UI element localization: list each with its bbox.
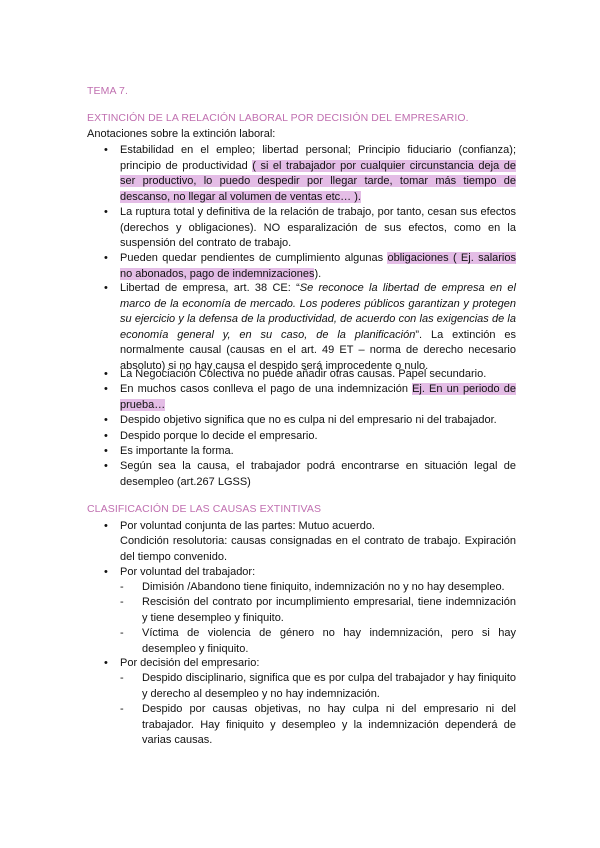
bullet-text: Despido objetivo significa que no es culpa ni del empresario ni del trabajador. — [120, 414, 497, 426]
bullet-text: Estabilidad en el empleo; libertad personal; Principio fiduciario (confianza); principio de productividad — [120, 144, 516, 172]
dash-marker: - — [120, 672, 124, 684]
bullet-text: Libertad de empresa, art. 38 CE: “ — [120, 282, 300, 294]
bullet-text: La Negociación Colectiva no puede añadir otras causas. Papel secundario. — [120, 368, 487, 380]
list-item — [104, 143, 516, 205]
bullet-text: Por voluntad conjunta de las partes: Mutuo acuerdo. — [120, 520, 375, 532]
bullet-text: Por voluntad del trabajador: — [120, 566, 256, 578]
list-item — [104, 459, 516, 490]
bullet-marker: • — [104, 657, 108, 669]
list-item — [104, 205, 516, 252]
constitution-quote: Se reconoce la libertad de empresa en el marco de la economía de mercado. Los poderes públicos garantizan y protegen su ejercicio y la defensa de la productividad, de acuerdo con las exigencias de la economía general y, en su caso, de la planificación — [120, 282, 516, 341]
sub-item-text: Despido por causas objetivas, no hay culpa ni del empresario ni del trabajador. Hay finiquito y desempleo y la indemnización dependerá de varias causas. — [142, 703, 516, 746]
bullet-marker: • — [104, 414, 108, 426]
bullet-marker: • — [104, 383, 108, 395]
list-item — [104, 444, 516, 460]
sub-item-text: Rescisión del contrato por incumplimiento empresarial, tiene indemnización y tiene desempleo y finiquito. — [142, 596, 516, 624]
sub-list-item — [120, 626, 516, 657]
dash-marker: - — [120, 596, 124, 608]
list-item — [104, 281, 516, 374]
list-item — [104, 382, 516, 413]
tema-heading: TEMA 7. — [87, 85, 128, 97]
bullet-text: En muchos casos conlleva el pago de una indemnización — [120, 383, 413, 395]
sub-item-text: Despido disciplinario, significa que es por culpa del trabajador y hay finiquito y derecho al desempleo y no hay indemnización. — [142, 672, 516, 700]
bullet-text: La ruptura total y definitiva de la relación de trabajo, por tanto, cesan sus efectos (derechos y obligaciones). NO esparalización de sus efectos, como en la suspensión del contrato de trabajo. — [120, 206, 516, 249]
annotations-intro: Anotaciones sobre la extinción laboral: — [87, 128, 276, 140]
dash-marker: - — [120, 703, 124, 715]
bullet-marker: • — [104, 445, 108, 457]
bullet-marker: • — [104, 460, 108, 472]
dash-marker: - — [120, 581, 124, 593]
section-title-extincion: EXTINCIÓN DE LA RELACIÓN LABORAL POR DECISIÓN DEL EMPRESARIO. — [87, 112, 469, 124]
sub-list-item — [120, 702, 516, 749]
sub-list-item — [120, 595, 516, 626]
bullet-text-end: ). — [314, 267, 322, 280]
bullet-text: Es importante la forma. — [120, 445, 234, 457]
bullet-text: Despido porque lo decide el empresario. — [120, 430, 318, 442]
list-item — [104, 656, 516, 672]
bullet-text-end: ”. La extinción es normalmente causal (causas en el art. 49 ET – norma de derecho necesario absoluto) si no hay causa el despido será improcedente o nulo. — [120, 328, 517, 372]
sub-item-text: Víctima de violencia de género no hay indemnización, pero si hay desempleo y finiquito. — [142, 627, 516, 655]
bullet-marker: • — [104, 282, 108, 294]
bullet-marker: • — [104, 144, 108, 156]
list-item — [104, 565, 516, 581]
list-item — [104, 367, 516, 383]
bullet-text: Condición resolutoria: causas consignadas en el contrato de trabajo. Expiración del tiempo convenido. — [120, 535, 516, 563]
bullet-text: Según sea la causa, el trabajador podrá encontrarse en situación legal de desempleo (art.267 LGSS) — [120, 460, 516, 488]
list-item — [104, 519, 516, 535]
bullet-text: Pueden quedar pendientes de cumplimiento algunas — [120, 252, 388, 264]
bullet-marker: • — [104, 368, 108, 380]
bullet-marker: • — [104, 566, 108, 578]
list-item — [104, 251, 516, 282]
bullet-marker: • — [104, 520, 108, 532]
bullet-marker: • — [104, 430, 108, 442]
list-item — [104, 429, 516, 445]
highlighted-text: ( si el trabajador por cualquier circunstancia deja de ser productivo, lo puedo despedir por llegar tarde, tomar más tiempo de descanso, no llegar al volumen de ventas etc… ). — [120, 159, 516, 203]
dash-marker: - — [120, 627, 124, 639]
highlighted-text: Ej. En un periodo de prueba… — [120, 383, 516, 411]
sub-list-item — [120, 580, 516, 596]
sub-item-text: Dimisión /Abandono tiene finiquito, indemnización no y no hay desempleo. — [142, 581, 505, 593]
bullet-text: Por decisión del empresario: — [120, 657, 260, 669]
highlighted-text: obligaciones ( Ej. salarios no abonados, pago de indemnizaciones — [120, 252, 516, 280]
bullet-marker: • — [104, 252, 108, 264]
section-title-clasificacion: CLASIFICACIÓN DE LAS CAUSAS EXTINTIVAS — [87, 503, 322, 515]
list-item-continuation — [104, 534, 516, 565]
sub-list-item — [120, 671, 516, 702]
bullet-marker: • — [104, 206, 108, 218]
list-item — [104, 413, 516, 429]
